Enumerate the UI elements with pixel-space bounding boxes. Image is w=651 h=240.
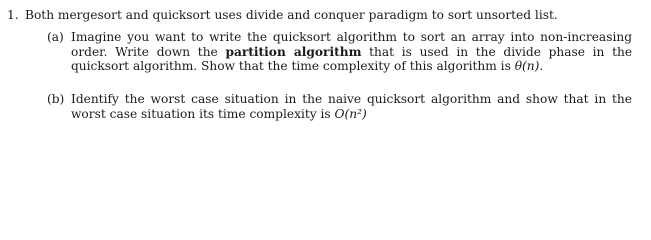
part-a-complexity: θ(n) [514,59,540,74]
question-text: Both mergesort and quicksort uses divide and conquer paradigm to sort unsorted list. [25,8,558,22]
part-a-end-punctuation: . [539,59,544,74]
part-a-text-after-bold: that is used in the divide phase in the quicksort algorithm. Show that the time complexity of this algorithm is [71,44,633,74]
part-a-label: (a) [47,30,64,44]
question-number: 1. [7,8,19,22]
part-b-text: Identify the worst case situation in the naive quicksort algorithm and show that in the worst case situation its time complexity is [71,92,632,121]
part-b-body [71,92,632,121]
part-a-body [71,30,632,74]
part-a-text-before-bold: Imagine you want to write the quicksort algorithm to sort an array into non-increasing order. Write down the [71,30,632,59]
part-a-bold-term: partition algorithm [225,44,362,59]
part-a [47,30,632,74]
part-b [47,92,632,121]
part-b-label: (b) [47,92,65,106]
part-b-complexity: O(n²) [334,106,367,121]
